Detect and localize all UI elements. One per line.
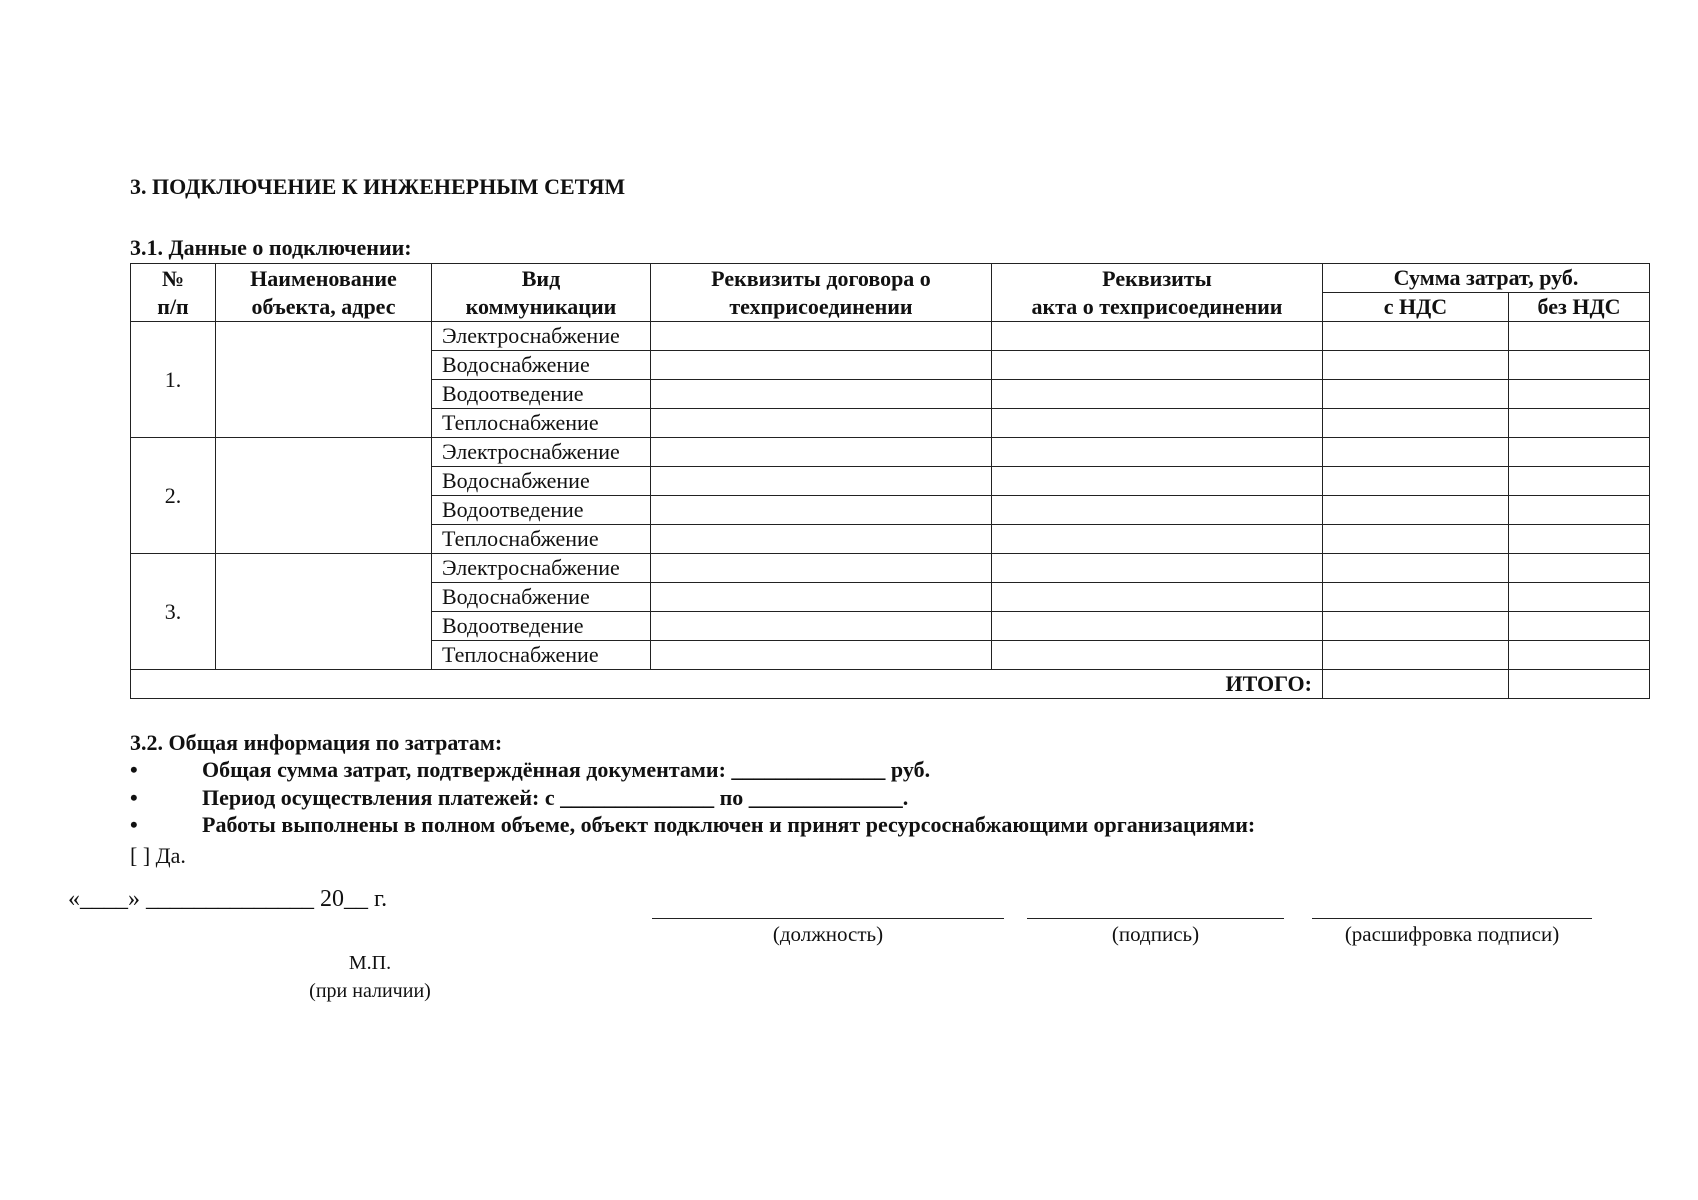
- bullet: •: [130, 812, 138, 837]
- sum-without-vat-cell[interactable]: [1509, 496, 1650, 525]
- subsection-title: 3.1. Данные о подключении:: [130, 235, 412, 260]
- sum-with-vat-cell[interactable]: [1323, 351, 1509, 380]
- sum-without-vat-cell[interactable]: [1509, 554, 1650, 583]
- header-contract: Реквизиты договора о техприсоединении: [651, 264, 992, 322]
- row-number: 1.: [131, 322, 216, 438]
- total-label: ИТОГО:: [131, 670, 1323, 699]
- sum-with-vat-cell[interactable]: [1323, 641, 1509, 670]
- sum-with-vat-cell[interactable]: [1323, 467, 1509, 496]
- sum-with-vat-cell[interactable]: [1323, 380, 1509, 409]
- communication-type: Водоотведение: [432, 496, 651, 525]
- connection-table: [130, 263, 1650, 699]
- contract-cell[interactable]: [651, 409, 992, 438]
- total-without-vat-cell[interactable]: [1509, 670, 1650, 699]
- object-cell[interactable]: [216, 554, 432, 670]
- cost-bullet-item: [130, 812, 1255, 838]
- sum-with-vat-cell[interactable]: [1323, 583, 1509, 612]
- contract-cell[interactable]: [651, 351, 992, 380]
- header-object: Наименование объекта, адрес: [216, 264, 432, 322]
- contract-cell[interactable]: [651, 496, 992, 525]
- table-row: [131, 322, 1650, 351]
- object-cell[interactable]: [216, 322, 432, 438]
- sum-with-vat-cell[interactable]: [1323, 525, 1509, 554]
- communication-type: Теплоснабжение: [432, 409, 651, 438]
- communication-type: Электроснабжение: [432, 438, 651, 467]
- sum-with-vat-cell[interactable]: [1323, 496, 1509, 525]
- act-cell[interactable]: [992, 612, 1323, 641]
- communication-type: Электроснабжение: [432, 554, 651, 583]
- contract-cell[interactable]: [651, 612, 992, 641]
- act-cell[interactable]: [992, 641, 1323, 670]
- communication-type: Электроснабжение: [432, 322, 651, 351]
- stamp-label: М.П.: [348, 952, 392, 974]
- act-cell[interactable]: [992, 380, 1323, 409]
- communication-type: Водоснабжение: [432, 351, 651, 380]
- act-cell[interactable]: [992, 496, 1323, 525]
- contract-cell[interactable]: [651, 380, 992, 409]
- act-cell[interactable]: [992, 322, 1323, 351]
- object-cell[interactable]: [216, 438, 432, 554]
- works-completed-text: Работы выполнены в полном объеме, объект подключен и принят ресурсоснабжающими организациями:: [202, 812, 1256, 837]
- communication-type: Водоснабжение: [432, 583, 651, 612]
- section-title: 3. ПОДКЛЮЧЕНИЕ К ИНЖЕНЕРНЫМ СЕТЯМ: [130, 174, 626, 199]
- date-field[interactable]: «____» ______________ 20__ г.: [68, 886, 388, 912]
- sum-without-vat-cell[interactable]: [1509, 612, 1650, 641]
- costs-title: 3.2. Общая информация по затратам:: [130, 730, 503, 755]
- header-sum: Сумма затрат, руб.: [1323, 264, 1650, 293]
- table-row: [131, 554, 1650, 583]
- act-cell[interactable]: [992, 525, 1323, 554]
- communication-type: Теплоснабжение: [432, 525, 651, 554]
- table-row: [131, 438, 1650, 467]
- act-cell[interactable]: [992, 554, 1323, 583]
- sum-without-vat-cell[interactable]: [1509, 467, 1650, 496]
- sum-without-vat-cell[interactable]: [1509, 525, 1650, 554]
- payment-period-text: Период осуществления платежей: с ______________ по ______________.: [202, 785, 909, 810]
- act-cell[interactable]: [992, 438, 1323, 467]
- header-with-vat: с НДС: [1323, 293, 1509, 322]
- decoding-caption: (расшифровка подписи): [1344, 922, 1560, 946]
- contract-cell[interactable]: [651, 322, 992, 351]
- row-number: 3.: [131, 554, 216, 670]
- total-row: [131, 670, 1650, 699]
- sum-with-vat-cell[interactable]: [1323, 438, 1509, 467]
- communication-type: Теплоснабжение: [432, 641, 651, 670]
- contract-cell[interactable]: [651, 467, 992, 496]
- sum-without-vat-cell[interactable]: [1509, 438, 1650, 467]
- bullet: •: [130, 785, 138, 810]
- sum-with-vat-cell[interactable]: [1323, 612, 1509, 641]
- cost-bullet-item: [130, 757, 930, 783]
- sum-without-vat-cell[interactable]: [1509, 409, 1650, 438]
- stamp-note: (при наличии): [309, 980, 431, 1002]
- sum-without-vat-cell[interactable]: [1509, 380, 1650, 409]
- bullet: •: [130, 757, 138, 782]
- cost-bullet-item: [130, 785, 908, 811]
- sum-with-vat-cell[interactable]: [1323, 322, 1509, 351]
- header-communication: Вид коммуникации: [432, 264, 651, 322]
- sum-with-vat-cell[interactable]: [1323, 554, 1509, 583]
- act-cell[interactable]: [992, 467, 1323, 496]
- header-act: Реквизиты акта о техприсоединении: [992, 264, 1323, 322]
- communication-type: Водоснабжение: [432, 467, 651, 496]
- position-caption: (должность): [772, 922, 884, 946]
- contract-cell[interactable]: [651, 641, 992, 670]
- decoding-line[interactable]: [1312, 918, 1592, 919]
- cost-total-text: Общая сумма затрат, подтверждённая документами: ______________ руб.: [202, 757, 931, 782]
- communication-type: Водоотведение: [432, 380, 651, 409]
- contract-cell[interactable]: [651, 583, 992, 612]
- sum-without-vat-cell[interactable]: [1509, 641, 1650, 670]
- signature-line[interactable]: [1027, 918, 1284, 919]
- sum-with-vat-cell[interactable]: [1323, 409, 1509, 438]
- contract-cell[interactable]: [651, 438, 992, 467]
- sum-without-vat-cell[interactable]: [1509, 322, 1650, 351]
- total-with-vat-cell[interactable]: [1323, 670, 1509, 699]
- header-without-vat: без НДС: [1509, 293, 1650, 322]
- communication-type: Водоотведение: [432, 612, 651, 641]
- signature-caption: (подпись): [1111, 922, 1200, 946]
- position-line[interactable]: [652, 918, 1004, 919]
- contract-cell[interactable]: [651, 554, 992, 583]
- contract-cell[interactable]: [651, 525, 992, 554]
- act-cell[interactable]: [992, 583, 1323, 612]
- yes-checkbox[interactable]: [ ] Да.: [130, 843, 186, 868]
- sum-without-vat-cell[interactable]: [1509, 351, 1650, 380]
- act-cell[interactable]: [992, 409, 1323, 438]
- row-number: 2.: [131, 438, 216, 554]
- header-num: № п/п: [131, 264, 216, 322]
- act-cell[interactable]: [992, 351, 1323, 380]
- sum-without-vat-cell[interactable]: [1509, 583, 1650, 612]
